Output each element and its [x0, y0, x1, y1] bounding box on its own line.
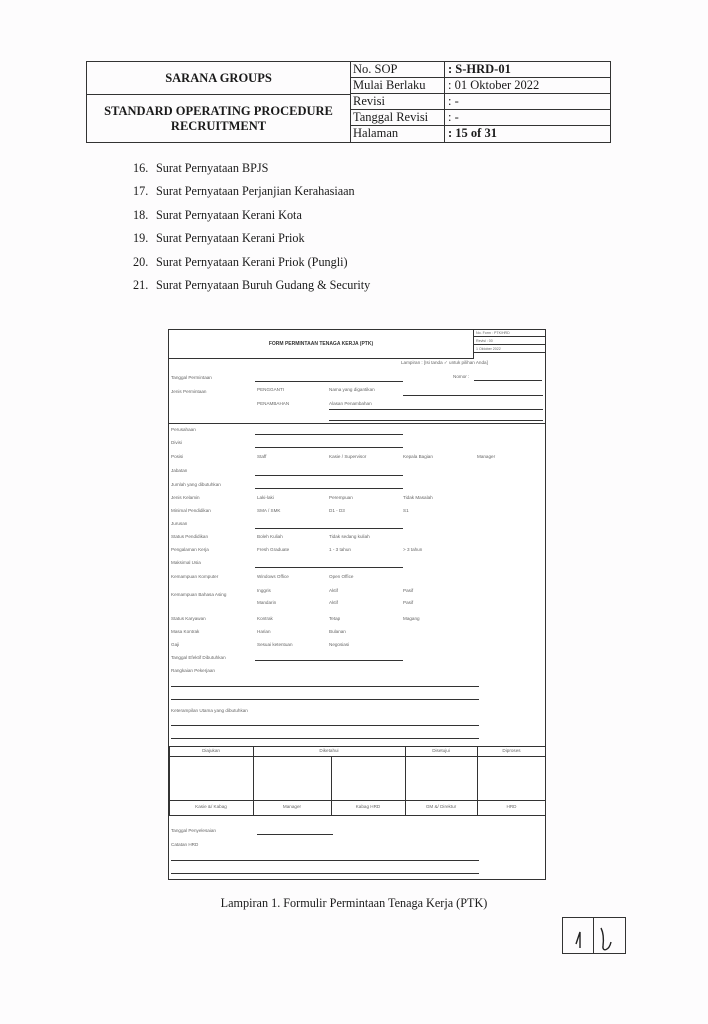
header-value: : - [448, 110, 459, 124]
figure-caption: Lampiran 1. Formulir Permintaan Tenaga Kerja (PTK) [220, 896, 488, 910]
form-option: Negosiasi [329, 642, 350, 647]
header-key: No. SOP [353, 62, 445, 78]
sign-role: Kabag HRD [355, 804, 381, 809]
form-label: Jumlah yang dibutuhkan [171, 482, 221, 487]
form-line [255, 567, 403, 568]
form-option: Tidak Masalah [403, 495, 433, 500]
sign-head: Disetujui [432, 748, 450, 753]
form-label: Kemampuan Bahasa Asing [171, 592, 227, 597]
form-option: Magang [403, 616, 420, 621]
form-line [171, 725, 479, 726]
form-nomor: Nomor : [453, 374, 470, 379]
form-label: Maksimal Usia [171, 560, 201, 565]
form-option: 1 - 3 tahun [329, 547, 351, 552]
form-option: PENGGANTI [257, 387, 285, 392]
handwritten-initials-icon [563, 918, 627, 955]
sop-header-table [86, 61, 611, 143]
sign-role: Kasie &/ Kabag [195, 804, 227, 809]
form-option: SMA / SMK [257, 508, 281, 513]
list-number: 21. [133, 277, 149, 292]
form-label: Minimal Pendidikan [171, 508, 211, 513]
form-option: Kasie / Supervisor [329, 454, 367, 459]
form-option: Open Office [329, 574, 354, 579]
form-option: Sesuai ketentuan [257, 642, 293, 647]
list-number: 17. [133, 184, 149, 199]
initials-box [562, 917, 626, 954]
form-line [169, 756, 546, 757]
sign-role: HRD [506, 804, 517, 809]
form-line [329, 420, 543, 421]
form-line [171, 686, 479, 687]
form-line [255, 528, 403, 529]
form-option: Laki-laki [257, 495, 274, 500]
form-option: Pasif [403, 600, 414, 605]
form-label: Tanggal Permintaan [171, 375, 212, 380]
header-row [351, 110, 610, 126]
form-line [171, 699, 479, 700]
form-label: Gaji [171, 642, 180, 647]
list-text: Surat Pernyataan Kerani Priok (Pungli) [156, 254, 348, 269]
ptk-form-image [168, 329, 546, 880]
form-label: Pengalaman Kerja [171, 547, 209, 552]
form-option: Kontrak [257, 616, 273, 621]
list-number: 16. [133, 161, 149, 175]
header-row [351, 62, 610, 78]
form-option: Nama yang digantikan [329, 387, 375, 392]
header-key: Revisi [353, 94, 445, 110]
form-line [171, 738, 479, 739]
sign-role: Manager [282, 804, 302, 809]
list-text: Surat Pernyataan Kerani Kota [156, 207, 302, 222]
form-label: Perusahaan [171, 427, 196, 432]
form-label: Jurusan [171, 521, 188, 526]
form-option: Bulanan [329, 629, 346, 634]
list-item [133, 254, 370, 277]
form-label: Masa Kontrak [171, 629, 200, 634]
header-value: : 01 Oktober 2022 [448, 78, 540, 92]
form-label: Posisi [171, 454, 184, 459]
list-item [133, 230, 370, 253]
form-line [329, 409, 543, 410]
list-text: Surat Pernyataan Perjanjian Kerahasiaan [156, 184, 355, 199]
form-meta: No. Form : PTK/HRD [474, 330, 546, 337]
form-option: S1 [403, 508, 409, 513]
form-label: Tanggal Efektif Dibutuhkan [171, 655, 226, 660]
sign-head: Diajukan [202, 748, 220, 753]
form-option: Windows Office [257, 574, 289, 579]
list-text: Surat Pernyataan Kerani Priok [156, 231, 305, 246]
sign-role: GM &/ Direktur [425, 804, 457, 809]
form-line [474, 380, 542, 381]
form-option: Alasan Penambahan [329, 401, 372, 406]
form-line [169, 800, 546, 801]
form-footer-label: Tanggal Penyelesaian [171, 828, 216, 833]
form-label: Status Karyawan [171, 616, 206, 621]
list-text: Surat Pernyataan Buruh Gudang & Security [156, 277, 371, 292]
form-meta: 1 Oktober 2022 [474, 346, 546, 353]
form-label: Jenis Kelamin [171, 495, 200, 500]
sign-head: Diproses [502, 748, 521, 753]
list-number: 20. [133, 254, 149, 269]
form-option: Fresh Graduate [257, 547, 290, 552]
form-option: Kepala Bagian [403, 454, 433, 459]
header-value: : - [448, 94, 459, 108]
list-text: Surat Pernyataan BPJS [156, 161, 269, 175]
header-row [351, 78, 610, 94]
header-key: Tanggal Revisi [353, 110, 445, 126]
form-title: FORM PERMINTAAN TENAGA KERJA (PTK) [169, 330, 474, 359]
header-right [351, 62, 610, 142]
form-option: Harian [257, 629, 271, 634]
form-option: Aktif [329, 588, 338, 593]
form-lampiran: Lampiran : [Isi tanda ✓ untuk pilihan Anda] [401, 360, 488, 365]
sign-head: Diketahui [319, 748, 339, 753]
list-item [133, 207, 370, 230]
form-option: Boleh Kuliah [257, 534, 283, 539]
form-line [255, 488, 403, 489]
form-option: Tetap [329, 616, 341, 621]
title-line-2: RECRUITMENT [170, 118, 267, 133]
form-line [255, 381, 403, 382]
form-option: Perempuan [329, 495, 353, 500]
form-label: Rangkaian Pekerjaan [171, 668, 215, 673]
company-name: SARANA GROUPS [87, 62, 350, 95]
form-line [255, 434, 403, 435]
header-value: : 15 of 31 [448, 126, 497, 140]
header-value: : S-HRD-01 [448, 62, 511, 76]
list-number: 19. [133, 231, 149, 246]
form-option: > 3 tahun [403, 547, 423, 552]
form-line [255, 447, 403, 448]
header-key: Mulai Berlaku [353, 78, 445, 94]
list-number: 18. [133, 207, 149, 222]
title-line-1: STANDARD OPERATING PROCEDURE [104, 103, 333, 118]
attachment-list [133, 160, 370, 300]
list-item [133, 277, 370, 300]
form-label: Jabatan [171, 468, 188, 473]
header-key: Halaman [353, 126, 445, 142]
form-option: Tidak sedang kuliah [329, 534, 370, 539]
document-title [87, 95, 350, 142]
list-item [133, 160, 370, 183]
form-label: Jenis Permintaan [171, 389, 207, 394]
form-line [255, 475, 403, 476]
form-option: Manager [477, 454, 496, 459]
form-line [169, 423, 546, 424]
header-left [87, 62, 351, 142]
form-footer-label: Catatan HRD [171, 842, 199, 847]
form-line [171, 860, 479, 861]
form-option: Pasif [403, 588, 414, 593]
list-item [133, 183, 370, 206]
form-line [257, 834, 333, 835]
form-line [171, 873, 479, 874]
header-row [351, 94, 610, 110]
header-row [351, 126, 610, 142]
form-option: PENAMBAHAN [257, 401, 290, 406]
form-line [255, 660, 403, 661]
form-label: Kemampuan Komputer [171, 574, 219, 579]
form-option: Inggris [257, 588, 271, 593]
form-option: D1 - D3 [329, 508, 345, 513]
form-label: Keterampilan Utama yang dibutuhkan [171, 708, 248, 713]
form-label: Divisi [171, 440, 182, 445]
form-option: Staff [257, 454, 267, 459]
form-option: Mandarin [257, 600, 277, 605]
form-label: Status Pendidikan [171, 534, 209, 539]
form-meta: Revisi : 00 [474, 338, 546, 345]
form-line [403, 395, 543, 396]
form-option: Aktif [329, 600, 338, 605]
